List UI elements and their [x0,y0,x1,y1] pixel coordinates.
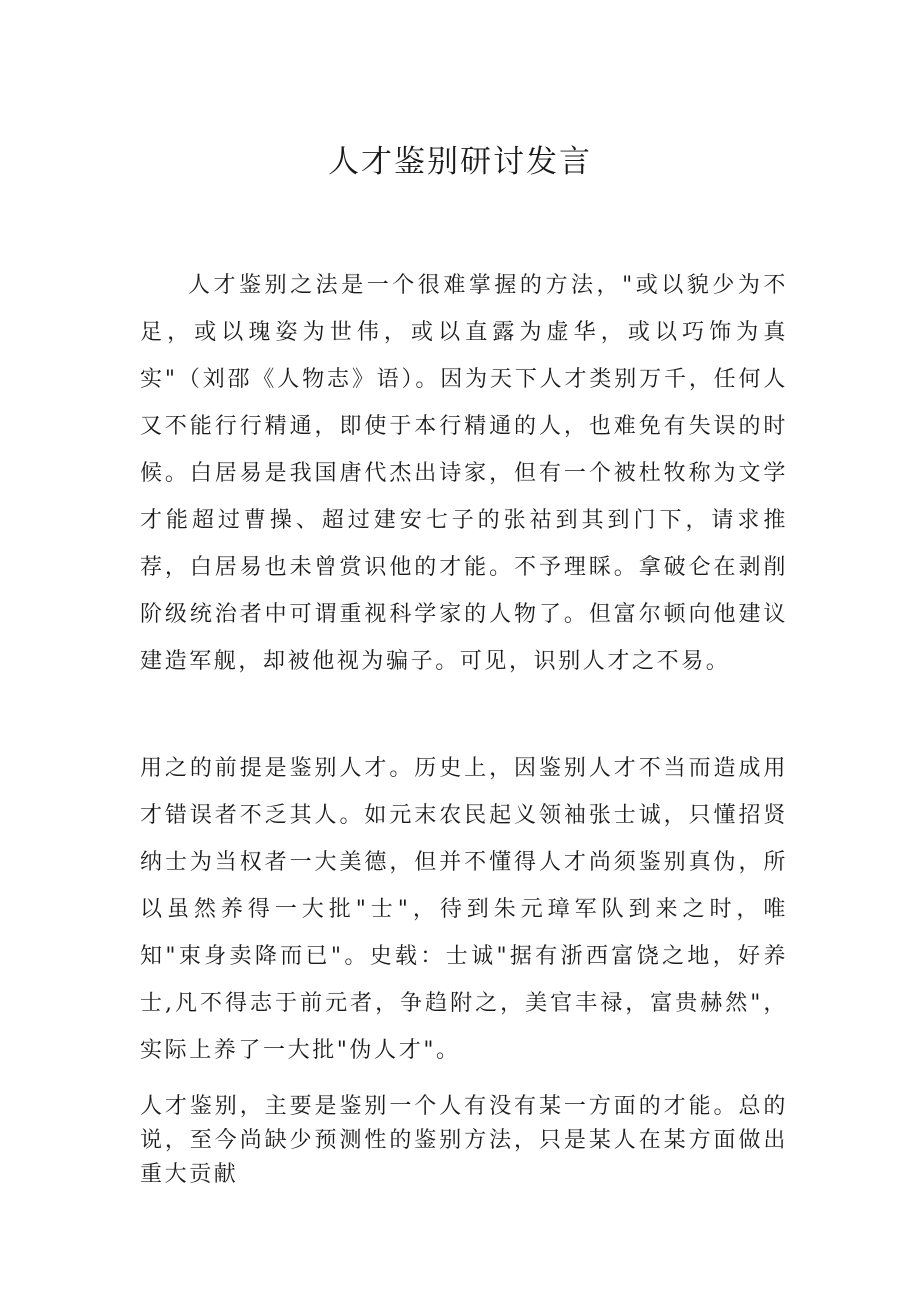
document-title: 人才鉴别研讨发言 [328,144,592,180]
paragraph-2: 用之的前提是鉴别人才。历史上，因鉴别人才不当而造成用才错误者不乏其人。如元末农民起义领袖张士诚，只懂招贤纳士为当权者一大美德，但并不懂得人才尚须鉴别真伪，所以虽然养得一大批"士"，待到朱元璋军队到来之时，唯知"束身卖降而已"。史载：士诚"据有浙西富饶之地，好养士,凡不得志于前元者，争趋附之，美官丰禄，富贵赫然"，实际上养了一大批"伪人才"。 [140,756,788,1063]
paragraph-1: 人才鉴别之法是一个很难掌握的方法，"或以貌少为不足，或以瑰姿为世伟，或以直露为虚华，或以巧饰为真实"（刘邵《人物志》语）。因为天下人才类别万千，任何人又不能行行精通，即使于本行精通的人，也难免有失误的时候。白居易是我国唐代杰出诗家，但有一个被杜牧称为文学才能超过曹操、超过建安七子的张祜到其到门下，请求推荐，白居易也未曾赏识他的才能。不予理睬。拿破仑在剥削阶级统治者中可谓重视科学家的人物了。但富尔顿向他建议建造军舰，却被他视为骗子。可见，识别人才之不易。 [140,273,788,674]
paragraph-3: 人才鉴别，主要是鉴别一个人有没有某一方面的才能。总的说，至今尚缺少预测性的鉴别方法，只是某人在某方面做出重大贡献 [140,1094,788,1187]
